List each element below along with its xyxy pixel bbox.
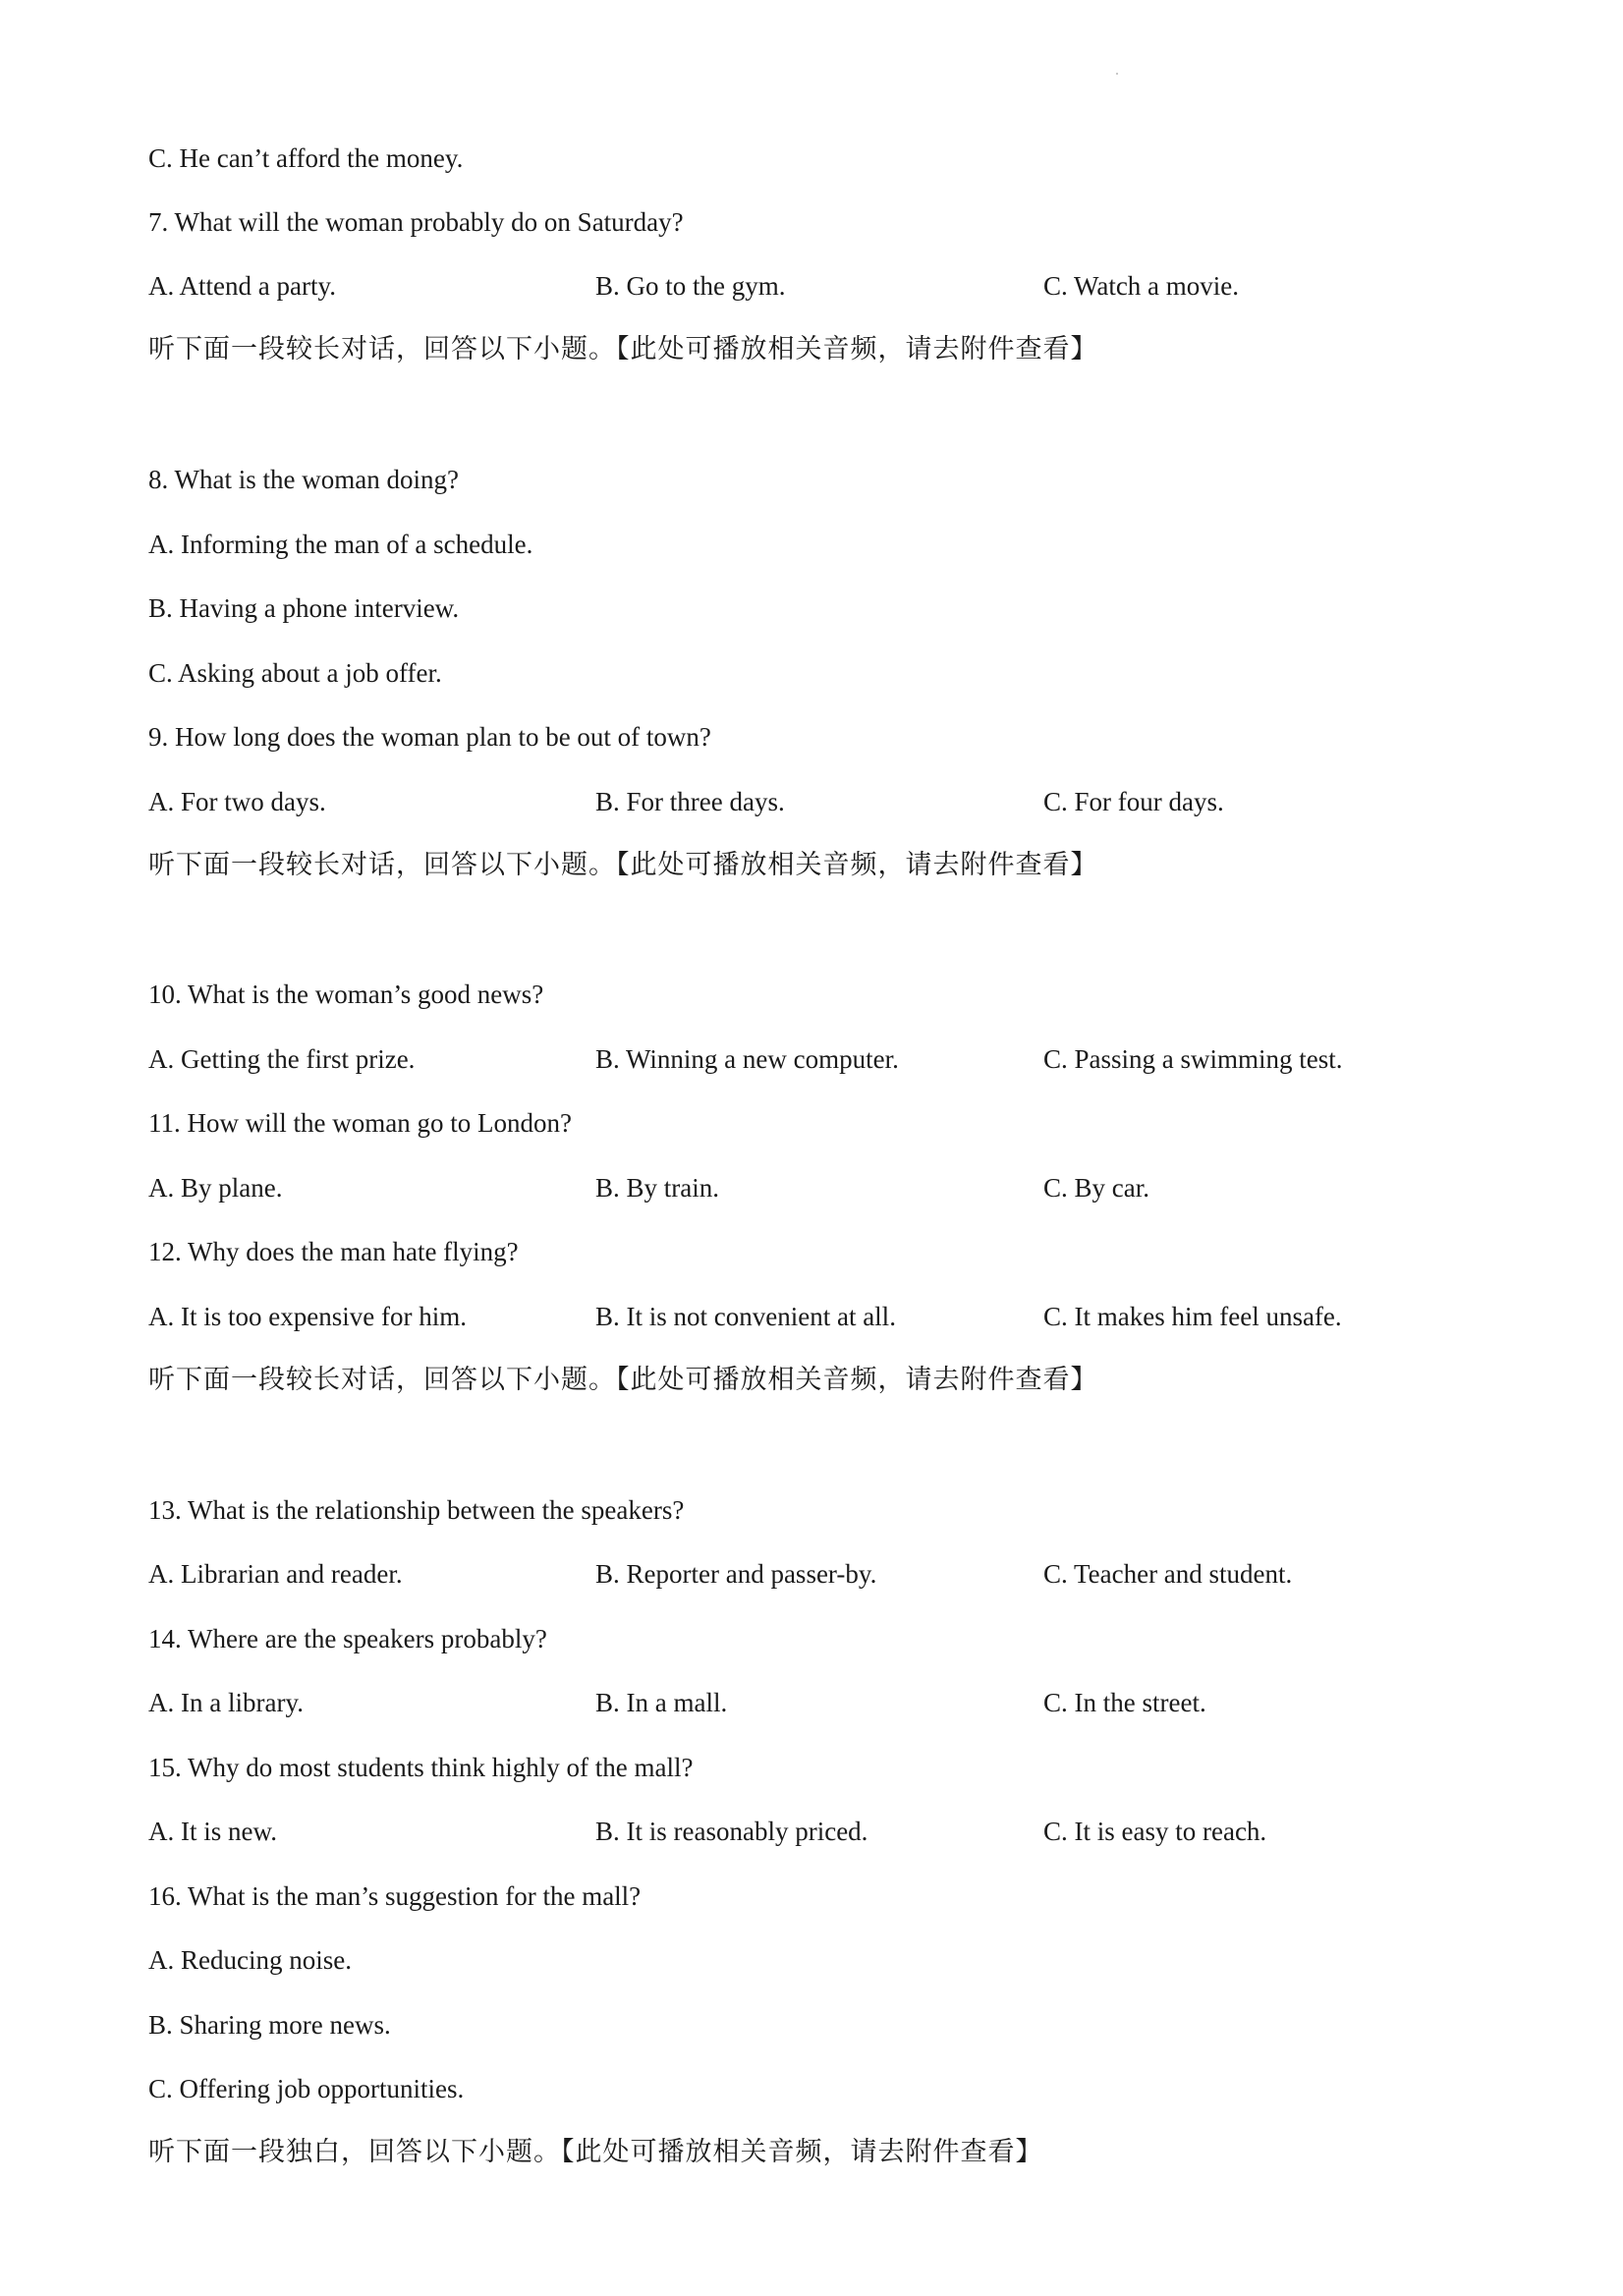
option-a: A. Informing the man of a schedule. (148, 530, 533, 559)
option-a: A. Attend a party. (148, 271, 336, 301)
question-11: 11. How will the woman go to London? (148, 1108, 572, 1138)
option-b: B. Sharing more news. (148, 2010, 391, 2040)
option-c: C. It is easy to reach. (1043, 1817, 1267, 1846)
option-a: A. In a library. (148, 1688, 304, 1717)
question-9: 9. How long does the woman plan to be out of town? (148, 722, 711, 752)
option-a: A. Getting the first prize. (148, 1044, 416, 1074)
question-10: 10. What is the woman’s good news? (148, 980, 544, 1009)
option-a: A. By plane. (148, 1173, 283, 1203)
option-b: B. Winning a new computer. (595, 1044, 899, 1074)
question-16: 16. What is the man’s suggestion for the mall? (148, 1881, 642, 1911)
option-b: B. Go to the gym. (595, 271, 786, 301)
question-7: 7. What will the woman probably do on Saturday? (148, 207, 684, 237)
option-b: B. By train. (595, 1173, 719, 1203)
option-b: B. It is not convenient at all. (595, 1302, 896, 1331)
question-8: 8. What is the woman doing? (148, 465, 459, 494)
option-c: C. Passing a swimming test. (1043, 1044, 1343, 1074)
question-14: 14. Where are the speakers probably? (148, 1624, 547, 1653)
option-c: C. By car. (1043, 1173, 1149, 1203)
question-15: 15. Why do most students think highly of the mall? (148, 1753, 694, 1782)
option-b: B. Having a phone interview. (148, 593, 460, 623)
listening-instruction-monologue: 听下面一段独白，回答以下小题。【此处可播放相关音频，请去附件查看】 (148, 2137, 1043, 2167)
option-a: A. Reducing noise. (148, 1945, 352, 1975)
option-a: A. It is new. (148, 1817, 277, 1846)
option-a: A. It is too expensive for him. (148, 1302, 467, 1331)
listening-instruction: 听下面一段较长对话，回答以下小题。【此处可播放相关音频，请去附件查看】 (148, 1365, 1098, 1395)
listening-instruction: 听下面一段较长对话，回答以下小题。【此处可播放相关音频，请去附件查看】 (148, 334, 1098, 364)
option-b: B. For three days. (595, 787, 785, 816)
scan-speck (1116, 73, 1118, 75)
option-c: C. In the street. (1043, 1688, 1206, 1717)
option-c: C. Asking about a job offer. (148, 658, 442, 688)
option-c-q6: C. He can’t afford the money. (148, 143, 464, 173)
option-a: A. For two days. (148, 787, 326, 816)
option-a: A. Librarian and reader. (148, 1559, 403, 1589)
option-c: C. Teacher and student. (1043, 1559, 1293, 1589)
listening-instruction: 听下面一段较长对话，回答以下小题。【此处可播放相关音频，请去附件查看】 (148, 850, 1098, 880)
option-b: B. It is reasonably priced. (595, 1817, 868, 1846)
option-b: B. Reporter and passer-by. (595, 1559, 877, 1589)
option-b: B. In a mall. (595, 1688, 728, 1717)
option-c: C. It makes him feel unsafe. (1043, 1302, 1342, 1331)
option-c: C. Offering job opportunities. (148, 2074, 465, 2103)
option-c: C. Watch a movie. (1043, 271, 1240, 301)
question-13: 13. What is the relationship between the speakers? (148, 1495, 685, 1525)
question-12: 12. Why does the man hate flying? (148, 1237, 519, 1266)
option-c: C. For four days. (1043, 787, 1224, 816)
